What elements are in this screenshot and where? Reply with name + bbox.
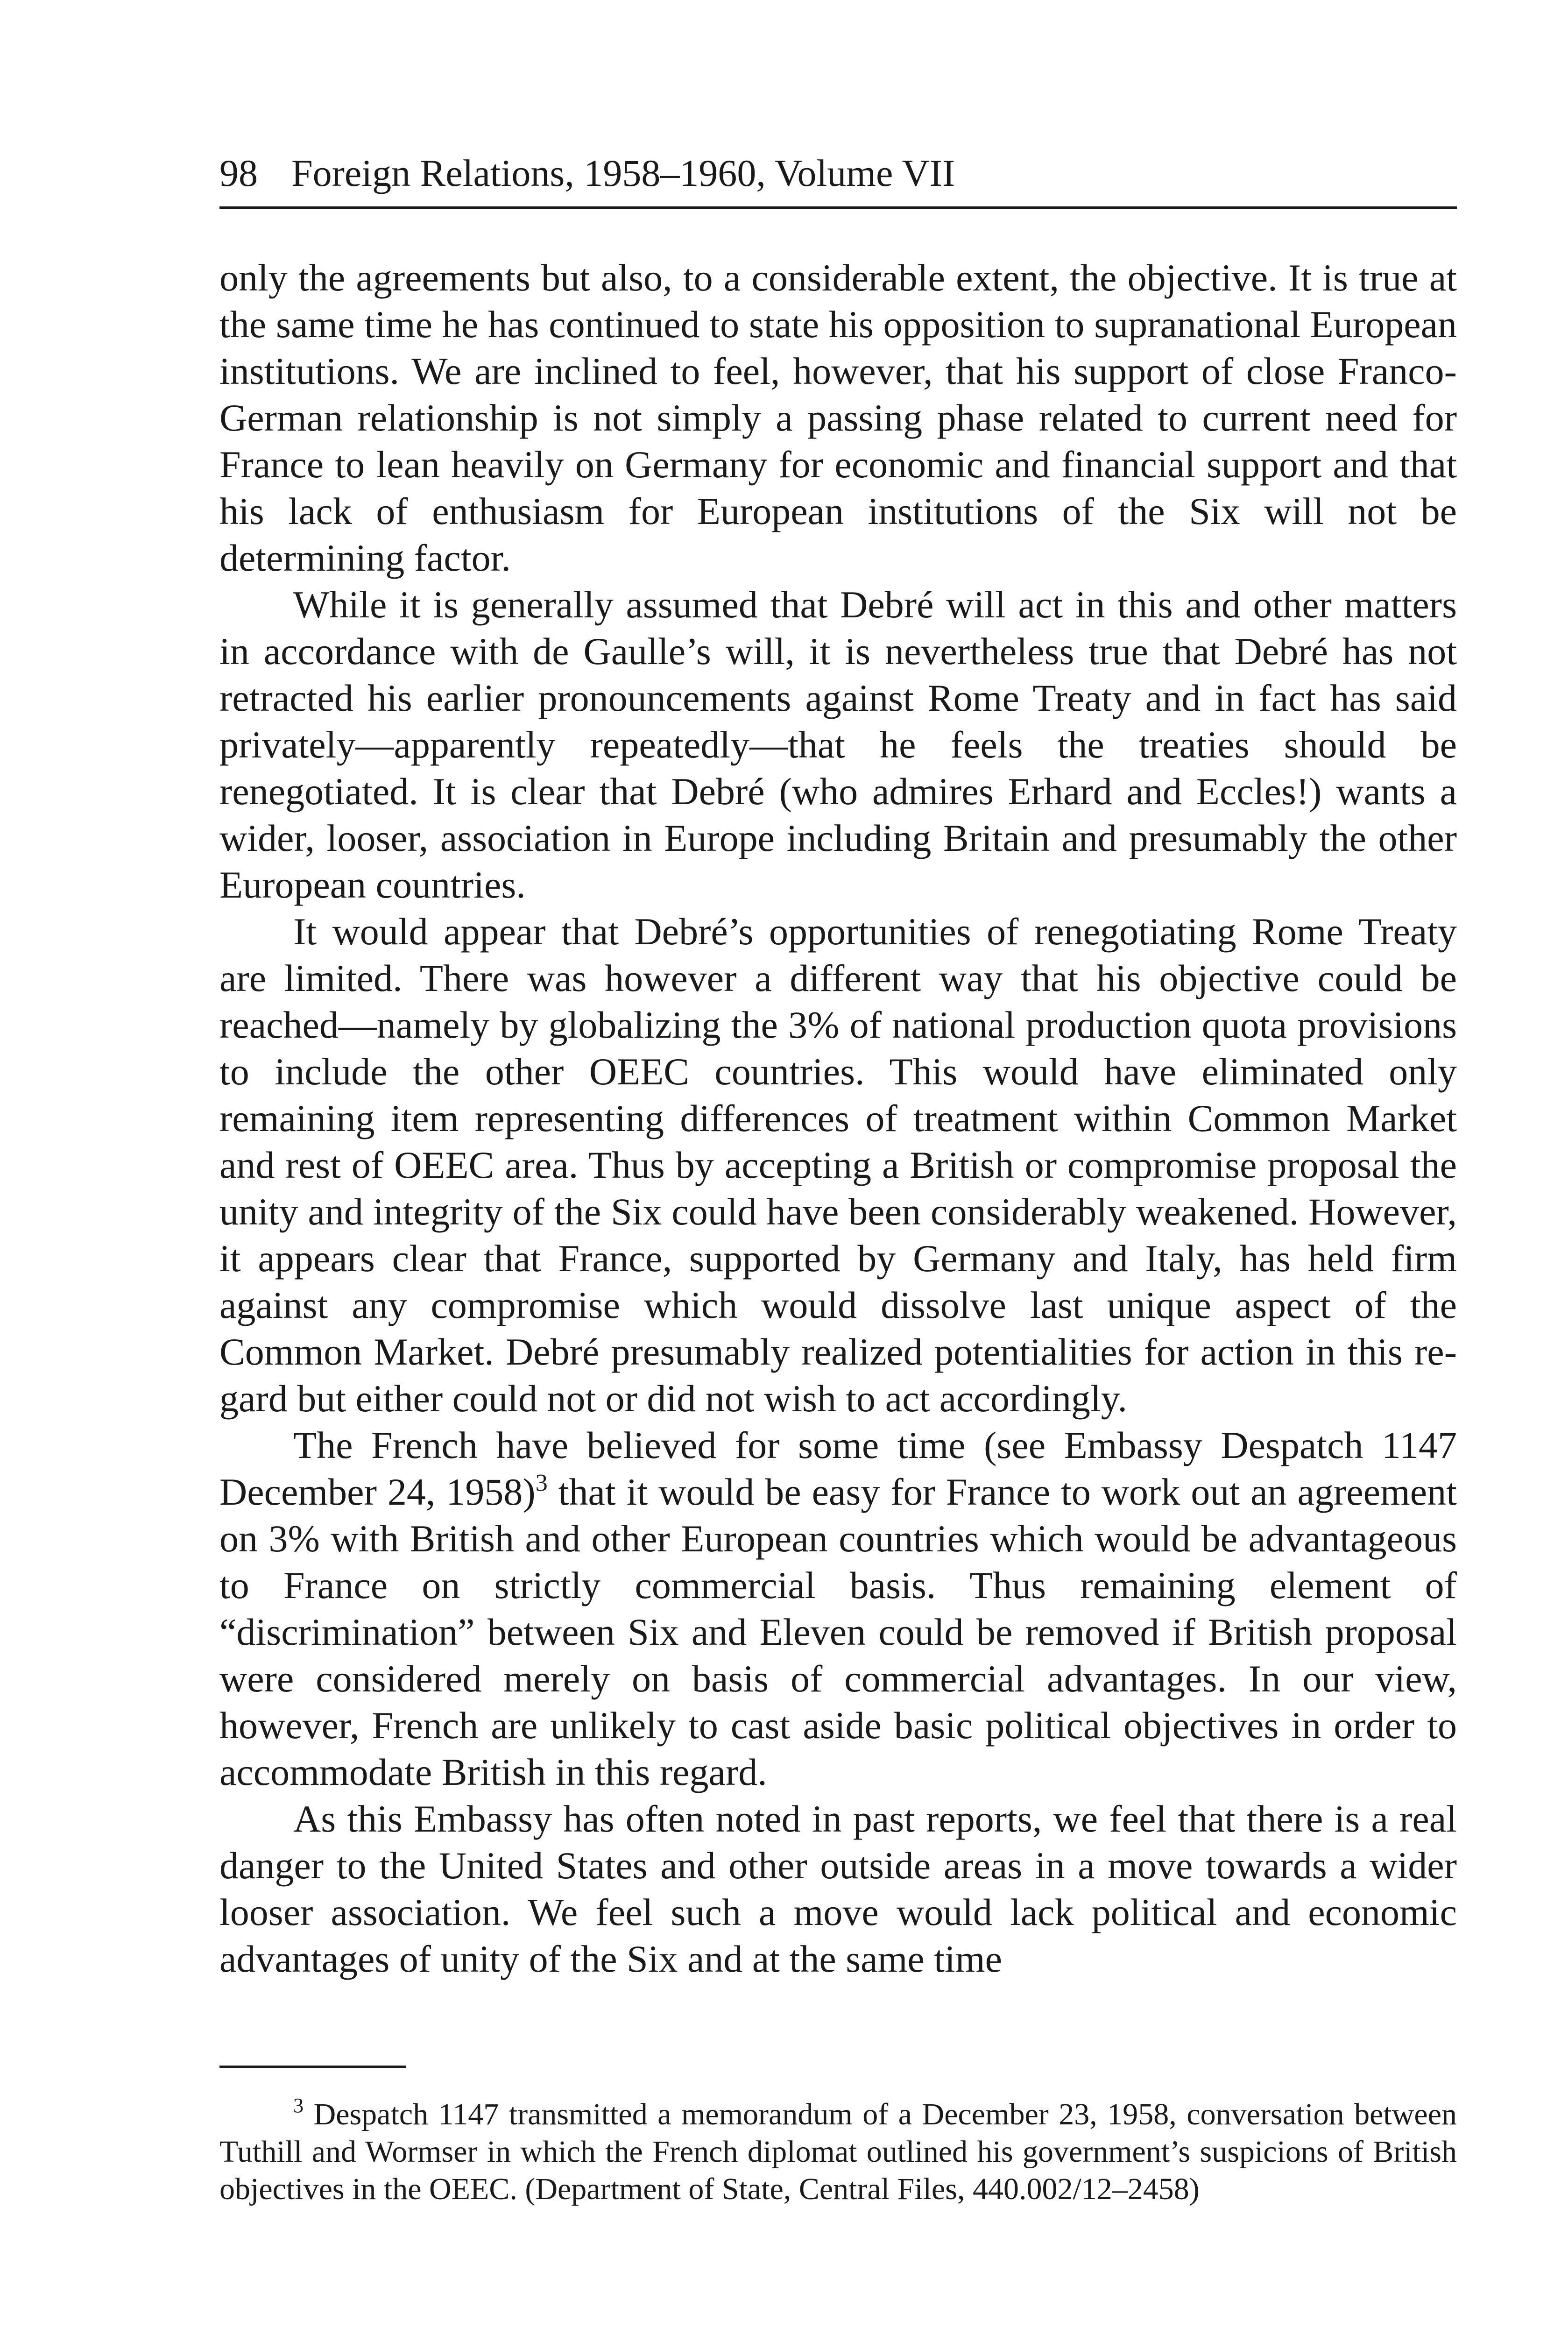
body-text <box>219 255 1457 1982</box>
paragraph-5: As this Embassy has often noted in past reports, we feel that there is a real danger to the United States and other outside areas in a move towards a wider looser association. We feel such a move would lack political and economic advantages of unity of the Six and at the same time <box>219 1797 1457 1980</box>
footnote-reference: 3 <box>535 1470 548 1496</box>
page-number: 98 <box>219 152 258 194</box>
paragraph-2: While it is generally assumed that Debré will act in this and other matters in accordance with de Gaulle’s will, it is nevertheless true that Debré has not retracted his earlier pronouncements against Rome Treaty and in fact has said privately—apparently repeatedly—that he feels the treaties should be renegotiated. It is clear that Debré (who admires Erhard and Eccles!) wants a wider, looser, association in Europe including Britain and presumably the other European countries. <box>219 583 1457 906</box>
footnote-text: Despatch 1147 transmitted a memorandum of a December 23, 1958, conversation between Tuthill and Wormser in which the French diplomat outlined his government’s suspicions of British objectives in the OEEC. (Department of State, Central Files, 440.002/12–2458) <box>219 2097 1457 2206</box>
footnote <box>219 2096 1457 2208</box>
document-page <box>219 154 1457 2239</box>
running-title: Foreign Relations, 1958–1960, Volume VII <box>291 152 955 194</box>
paragraph-4-after-note: that it would be easy for France to work out an agreement on 3% with British and other European countries which would be advantageous to France on strictly commercial basis. Thus remaining element of “discrimination” between Six and Eleven could be removed if British proposal were considered merely on basis of commercial advantages. In our view, however, French are unlikely to cast aside basic political objectives in order to accommodate British in this regard. <box>219 1471 1457 1793</box>
paragraph-1: only the agreements but also, to a considerable extent, the objective. It is true at the same time he has continued to state his opposition to supranational European institutions. We are inclined to feel, however, that his support of close Franco-German relationship is not simply a passing phase related to current need for France to lean heavily on Germany for economic and financial support and that his lack of enthusiasm for European institutions of the Six will not be determining factor. <box>219 256 1457 579</box>
running-header <box>219 154 1457 209</box>
footnote-marker: 3 <box>293 2094 304 2117</box>
footnote-divider <box>219 2066 406 2068</box>
paragraph-4-before-note: The French have believed for some time (see Embassy Despatch 1147 December 24, 1958) <box>219 1424 1457 1513</box>
paragraph-4 <box>219 1422 1457 1796</box>
paragraph-3: It would appear that Debré’s opportunities of renegotiating Rome Treaty are limited. There was however a different way that his objective could be reached—namely by globalizing the 3% of national production quota provisions to include the other OEEC countries. This would have eliminated only remaining item representing differences of treatment within Common Market and rest of OEEC area. Thus by accepting a British or compromise proposal the unity and integrity of the Six could have been considerably weakened. However, it appears clear that France, supported by Germany and Italy, has held firm against any compromise which would dissolve last unique aspect of the Common Market. Debré presumably realized potentialities for action in this regard but either could not or did not wish to act accordingly. <box>219 910 1457 1420</box>
